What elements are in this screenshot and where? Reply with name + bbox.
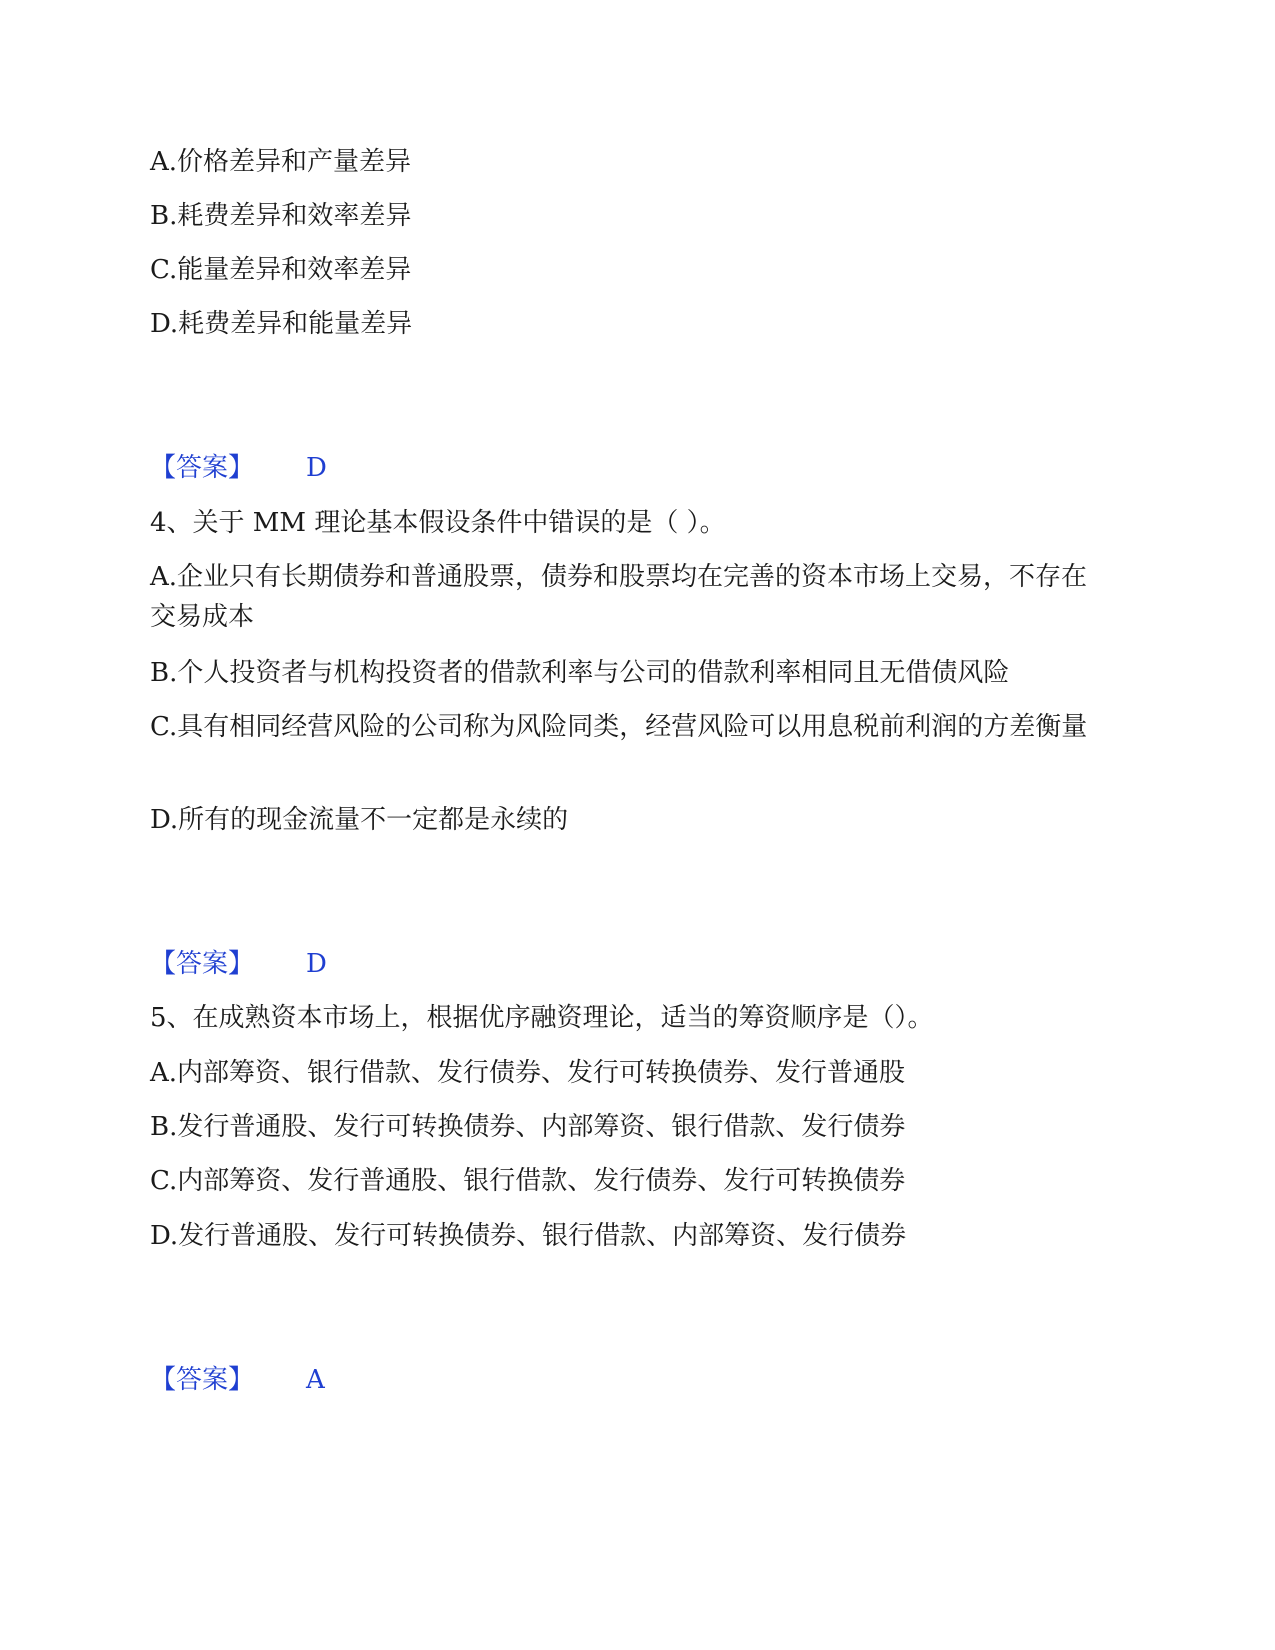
q4-answer-label: 【答案】: [150, 949, 255, 979]
q5-option-b: B.发行普通股、发行可转换债券、内部筹资、银行借款、发行债券: [150, 1112, 906, 1142]
q5-option-c: C.内部筹资、发行普通股、银行借款、发行债券、发行可转换债券: [150, 1166, 906, 1196]
q4-option-c: C.具有相同经营风险的公司称为风险同类，经营风险可以用息税前利润的方差衡量: [150, 712, 1088, 742]
q4-option-a: A.企业只有长期债券和普通股票，债券和股票均在完善的资本市场上交易，不存在交易成本: [150, 562, 1088, 632]
q3-answer-label: 【答案】: [150, 453, 255, 483]
q5-answer-value: A: [306, 1365, 325, 1395]
q4-question: 4、关于 MM 理论基本假设条件中错误的是（ ）。: [150, 508, 726, 538]
q5-option-d: D.发行普通股、发行可转换债券、银行借款、内部筹资、发行债券: [150, 1221, 907, 1251]
q4-option-b: B.个人投资者与机构投资者的借款利率与公司的借款利率相同且无借债风险: [150, 658, 1010, 688]
q3-option-d: D.耗费差异和能量差异: [150, 309, 413, 339]
q3-answer: [150, 448, 327, 488]
q3-answer-value: D: [306, 453, 327, 483]
q5-answer: [150, 1360, 325, 1400]
q5-answer-label: 【答案】: [150, 1365, 255, 1395]
q3-option-a: A.价格差异和产量差异: [150, 147, 412, 177]
q4-answer: [150, 944, 327, 984]
q5-option-a: A.内部筹资、银行借款、发行债券、发行可转换债券、发行普通股: [150, 1058, 906, 1088]
q5-question: 5、在成熟资本市场上，根据优序融资理论，适当的筹资顺序是（）。: [150, 1003, 934, 1033]
q4-answer-value: D: [306, 949, 327, 979]
q3-option-c: C.能量差异和效率差异: [150, 255, 412, 285]
q3-option-b: B.耗费差异和效率差异: [150, 201, 412, 231]
q4-option-d: D.所有的现金流量不一定都是永续的: [150, 805, 569, 835]
